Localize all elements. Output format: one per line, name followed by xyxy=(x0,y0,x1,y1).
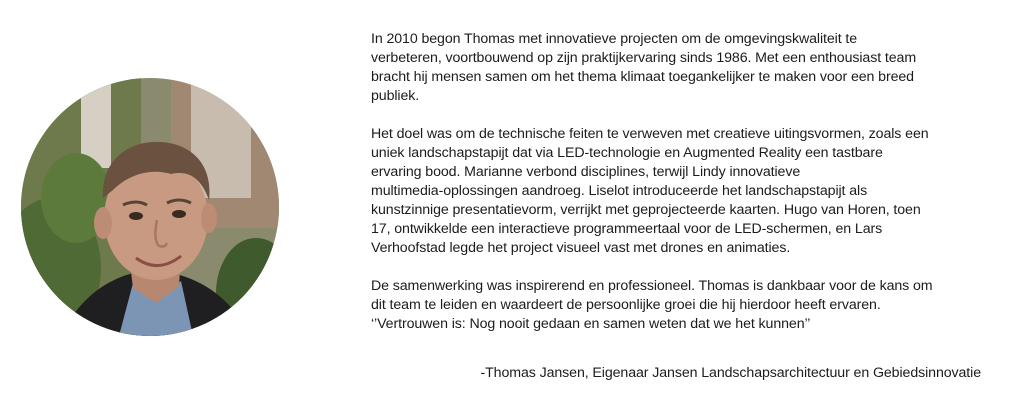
person-portrait-icon xyxy=(21,78,279,336)
signature: -Thomas Jansen, Eigenaar Jansen Landschapsarchitectuur en Gebiedsinnovatie xyxy=(480,365,981,381)
testimonial-text xyxy=(371,30,991,334)
quote: ‘’Vertrouwen is: Nog nooit gedaan en samen weten dat we het kunnen’’ xyxy=(371,316,811,332)
paragraph-collaboration-text: De samenwerking was inspirerend en professioneel. Thomas is dankbaar voor de kans om dit team te leiden en waardeert de persoonlijke groei die hij hierdoor heeft ervaren. xyxy=(371,278,933,313)
paragraph-collaboration xyxy=(371,277,991,334)
paragraph-intro: In 2010 begon Thomas met innovatieve projecten om de omgevingskwaliteit te verbeteren, voortbouwend op zijn praktijkervaring sinds 1986. Met een enthousiast team bracht hij mensen samen om het thema klimaat toegankelijker te maken voor een breed publiek. xyxy=(371,31,917,104)
paragraph-project: Het doel was om de technische feiten te verweven met creatieve uitingsvormen, zoals een uniek landschapstapijt dat via LED-technologie en Augmented Reality een tastbare ervaring bood. Marianne verbond disciplines, terwijl Lindy innovatieve multimedia-oplossingen aandroeg. Liselot introduceerde het landschapstapijt als kunstzinnige presentatievorm, verrijkt met geprojecteerde kaarten. Hugo van Horen, toen 17, ontwikkelde een interactieve programmeertaal voor de LED-schermen, en Lars Verhoofstad legde het project visueel vast met drones en animaties. xyxy=(371,126,929,256)
portrait-photo xyxy=(21,78,279,336)
